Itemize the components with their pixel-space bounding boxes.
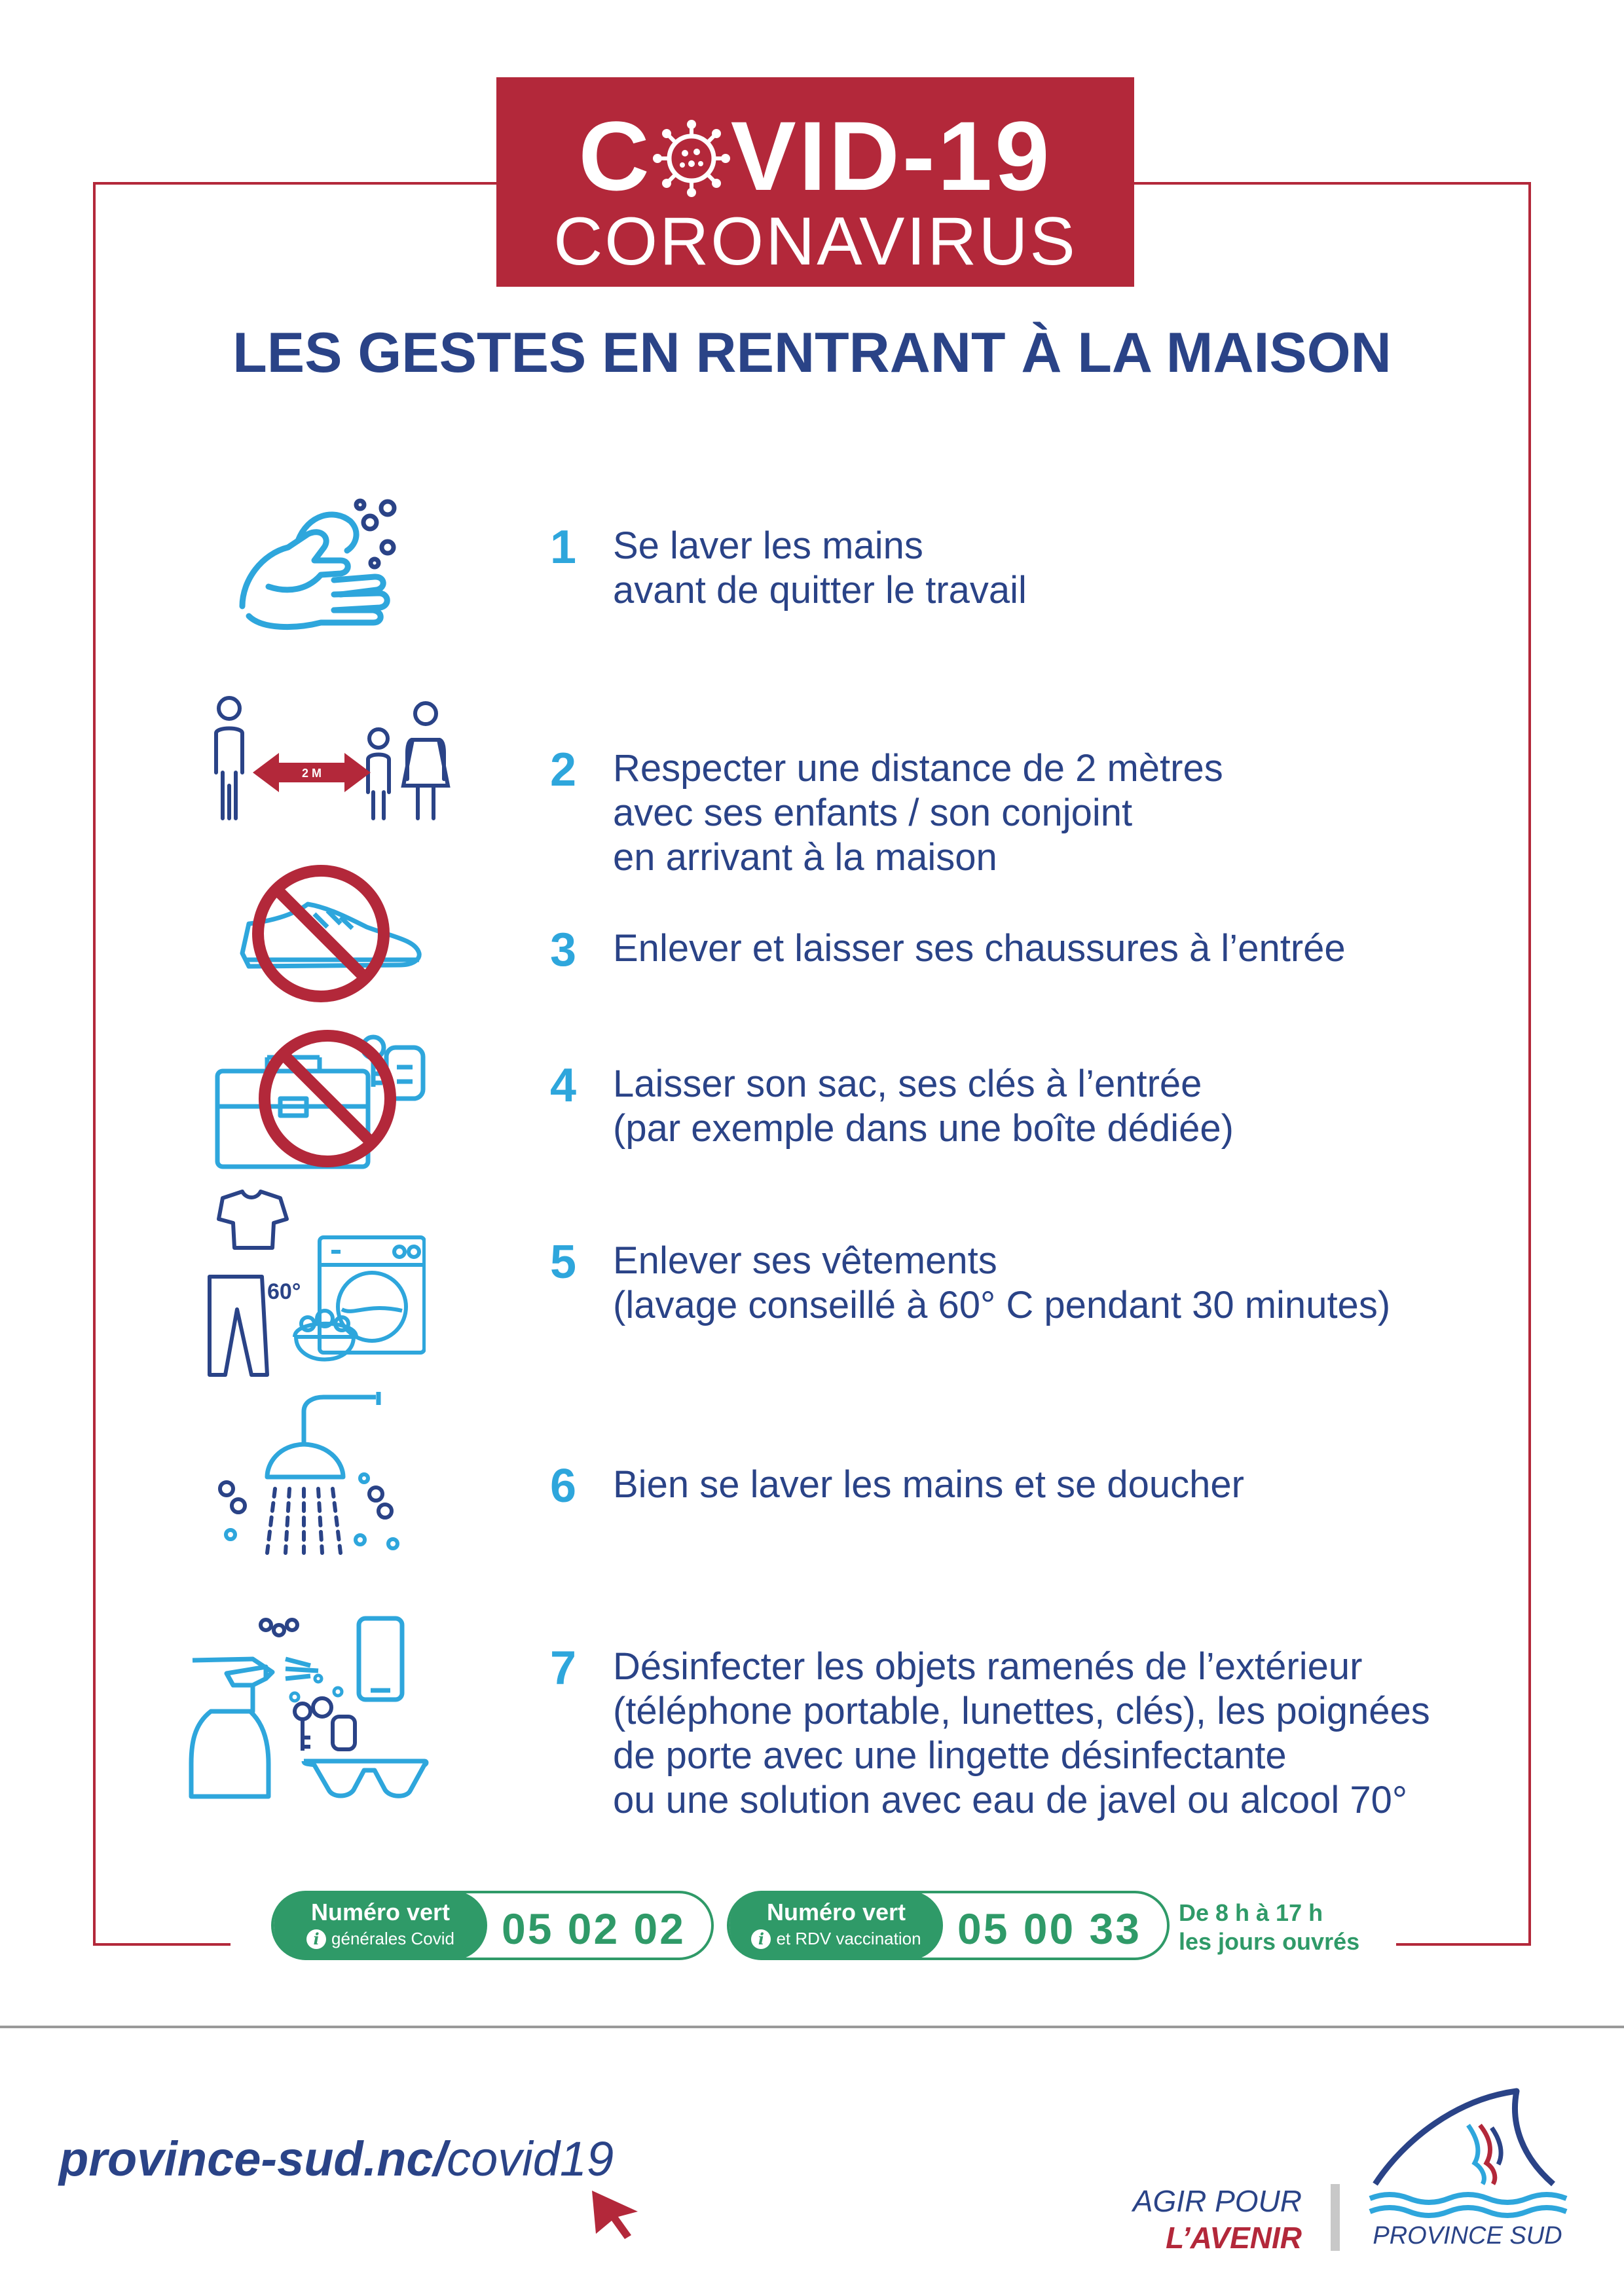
header-title [496, 101, 1134, 211]
step-text: Bien se laver les mains et se doucher [613, 1463, 1244, 1506]
step-number: 6 [550, 1460, 577, 1512]
step-text: Se laver les mains avant de quitter le travail [613, 524, 1027, 611]
slogan [1079, 2183, 1302, 2256]
shower-icon [212, 1392, 402, 1562]
slogan-line-1: AGIR POUR [1132, 2184, 1302, 2218]
hotline-subtitle [274, 1929, 487, 1949]
opening-hours: De 8 h à 17 h les jours ouvrés [1179, 1899, 1360, 1955]
page-title: LES GESTES EN RENTRANT À LA MAISON [232, 321, 1392, 384]
frame-bottom-line-right [1396, 1943, 1531, 1946]
step-number: 1 [550, 521, 577, 574]
info-icon: i [306, 1929, 326, 1949]
hotline-label [729, 1891, 943, 1960]
url-domain: province-sud.nc/ [59, 2132, 447, 2186]
step-number: 3 [550, 924, 577, 976]
hotline-title: Numéro vert [310, 1899, 451, 1925]
step-text: Enlever et laisser ses chaussures à l’entrée [613, 927, 1346, 970]
hotline-label [274, 1891, 487, 1960]
footer-divider [0, 2026, 1624, 2028]
temperature-label: 60° [267, 1279, 301, 1304]
slogan-line-2: L’AVENIR [1166, 2221, 1302, 2255]
disinfect-icon [187, 1613, 431, 1803]
no-shoes-icon [236, 862, 426, 1006]
hotline-subtitle-text: générales Covid [331, 1929, 454, 1948]
cursor-arrow-icon [589, 2188, 642, 2240]
frame-bottom-line-left [93, 1943, 231, 1946]
info-icon: i [751, 1929, 771, 1949]
header-subtitle: CORONAVIRUS [553, 204, 1077, 280]
website-link[interactable] [59, 2131, 614, 2187]
handwashing-icon [236, 495, 406, 639]
step-number: 4 [550, 1059, 577, 1112]
slogan-separator [1331, 2184, 1340, 2251]
distance-icon [199, 694, 458, 825]
distance-label: 2 M [301, 767, 322, 780]
hotline-covid[interactable] [271, 1891, 714, 1960]
header-banner [496, 77, 1134, 287]
step-text: Respecter une distance de 2 mètres avec ses enfants / son conjoint en arrivant à la maison [613, 747, 1223, 879]
hotline-title: Numéro vert [766, 1899, 906, 1925]
step-number: 5 [550, 1236, 577, 1288]
step-text: Désinfecter les objets ramenés de l’extérieur (téléphone portable, lunettes, clés), les poignées de porte avec une lingette désinfectante ou une solution avec eau de javel ou alcool 70° [613, 1645, 1430, 1821]
hotline-subtitle [729, 1929, 943, 1949]
step-text: Enlever ses vêtements (lavage conseillé à 60° C pendant 30 minutes) [613, 1239, 1391, 1326]
hotline-number[interactable]: 05 00 33 [957, 1904, 1141, 1953]
step-number: 7 [550, 1642, 577, 1694]
laundry-icon [196, 1185, 426, 1385]
header-title-prefix: C [578, 101, 652, 211]
province-sud-label: PROVINCE SUD [1373, 2222, 1562, 2250]
header-title-suffix: VID-19 [730, 101, 1052, 211]
step-text: Laisser son sac, ses clés à l’entrée (par exemple dans une boîte dédiée) [613, 1063, 1234, 1150]
step-number: 2 [550, 744, 577, 796]
hotline-vaccination[interactable] [727, 1891, 1170, 1960]
no-bag-keys-icon [215, 1021, 437, 1172]
coronavirus-icon [652, 119, 731, 198]
hotline-subtitle-text: et RDV vaccination [776, 1929, 921, 1948]
url-path: covid19 [447, 2132, 614, 2186]
hotline-number[interactable]: 05 02 02 [502, 1904, 686, 1953]
